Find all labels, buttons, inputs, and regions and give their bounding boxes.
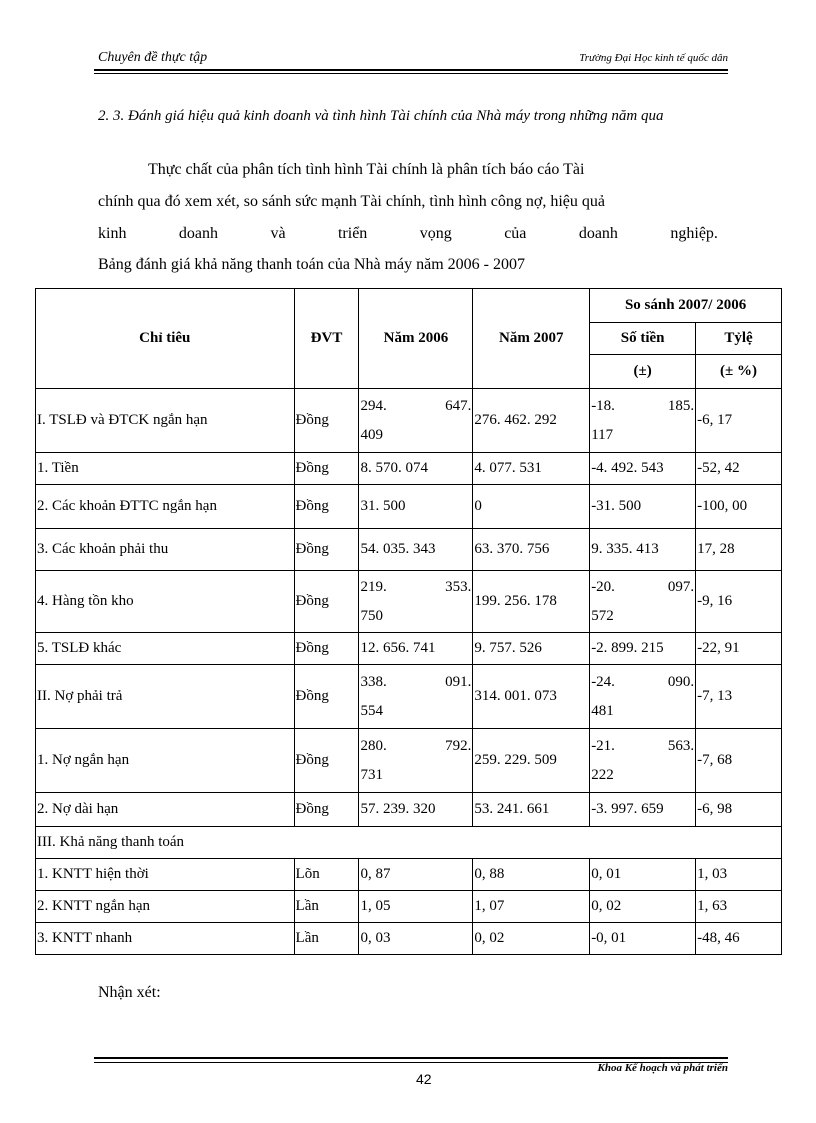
- cell-unit: Lõn: [294, 859, 359, 891]
- cell-ratio: -6, 17: [696, 389, 782, 453]
- number-part: 294.: [360, 397, 387, 414]
- cell-v2006: 0, 87: [359, 859, 473, 891]
- word: của: [504, 225, 527, 242]
- cell-unit: Đồng: [294, 529, 359, 571]
- cell-unit: Đồng: [294, 793, 359, 827]
- cell-label: 4. Hàng tồn kho: [36, 571, 295, 633]
- table-row: [36, 891, 782, 923]
- table-row: [36, 827, 782, 859]
- cell-v2006: [359, 389, 473, 453]
- table-row: [36, 529, 782, 571]
- cell-unit: Lần: [294, 923, 359, 955]
- number-part: 090.: [667, 673, 695, 690]
- word: và: [270, 225, 286, 242]
- table-row: [36, 389, 782, 453]
- cell-diff: 0, 02: [590, 891, 696, 923]
- cell-ratio: 1, 63: [696, 891, 782, 923]
- cell-v2007: 0: [473, 485, 590, 529]
- section-row-label: III. Khả năng thanh toán: [36, 827, 782, 859]
- header-2007: Năm 2007: [473, 289, 590, 389]
- cell-v2007: 1, 07: [473, 891, 590, 923]
- number-part: -24.: [591, 673, 615, 690]
- paragraph-line-2: chính qua đó xem xét, so sánh sức mạnh Tài chính, tình hình công nợ, hiệu quả: [98, 193, 605, 210]
- cell-diff: -31. 500: [590, 485, 696, 529]
- cell-v2007: 4. 077. 531: [473, 453, 590, 485]
- number-part: -21.: [591, 737, 615, 754]
- table-row: [36, 485, 782, 529]
- cell-unit: Đồng: [294, 389, 359, 453]
- cell-unit: Đồng: [294, 485, 359, 529]
- cell-v2006: [359, 571, 473, 633]
- word: vọng: [419, 225, 452, 242]
- word: kinh: [98, 225, 127, 242]
- cell-diff: [590, 571, 696, 633]
- number-part: 185.: [667, 397, 695, 414]
- cell-v2006: [359, 665, 473, 729]
- number-part: 097.: [667, 578, 695, 595]
- number-part: 572: [591, 607, 614, 624]
- header-ratio-unit: (± %): [696, 355, 782, 389]
- table-row: [36, 453, 782, 485]
- number-part: 563.: [667, 737, 695, 754]
- cell-diff: -0, 01: [590, 923, 696, 955]
- cell-label: I. TSLĐ và ĐTCK ngắn hạn: [36, 389, 295, 453]
- cell-label: II. Nợ phải trả: [36, 665, 295, 729]
- cell-v2006: 8. 570. 074: [359, 453, 473, 485]
- cell-v2007: 53. 241. 661: [473, 793, 590, 827]
- paragraph-line-3: [98, 218, 718, 250]
- cell-diff: [590, 389, 696, 453]
- cell-ratio: -48, 46: [696, 923, 782, 955]
- header-amount-unit: (±): [590, 355, 696, 389]
- number-part: 731: [360, 766, 383, 783]
- cell-v2007: 63. 370. 756: [473, 529, 590, 571]
- number-part: 338.: [360, 673, 387, 690]
- cell-ratio: -100, 00: [696, 485, 782, 529]
- header-rule: [94, 69, 728, 71]
- number-part: 481: [591, 702, 614, 719]
- word: doanh: [578, 225, 618, 242]
- cell-unit: Lần: [294, 891, 359, 923]
- number-part: 219.: [360, 578, 387, 595]
- cell-label: 2. Các khoản ĐTTC ngắn hạn: [36, 485, 295, 529]
- page-number: 42: [416, 1071, 432, 1087]
- header-rule-thin: [94, 73, 728, 74]
- footer-rule: [94, 1057, 728, 1059]
- remark-label: Nhận xét:: [98, 984, 161, 1001]
- table-row: [36, 571, 782, 633]
- cell-diff: 0, 01: [590, 859, 696, 891]
- number-part: 222: [591, 766, 614, 783]
- cell-diff: -2. 899. 215: [590, 633, 696, 665]
- number-part: 353.: [445, 578, 472, 595]
- word: nghiệp.: [670, 225, 718, 242]
- table-row: [36, 633, 782, 665]
- header-right: Trường Đại Học kinh tế quốc dân: [579, 52, 728, 64]
- paragraph-line-1: Thực chất của phân tích tình hình Tài chính là phân tích báo cáo Tài: [148, 161, 585, 178]
- cell-label: 2. KNTT ngắn hạn: [36, 891, 295, 923]
- header-ratio: Tỷlệ: [696, 323, 782, 355]
- cell-v2006: 1, 05: [359, 891, 473, 923]
- cell-v2006: 12. 656. 741: [359, 633, 473, 665]
- cell-ratio: -9, 16: [696, 571, 782, 633]
- cell-v2006: 54. 035. 343: [359, 529, 473, 571]
- number-part: 792.: [445, 737, 472, 754]
- section-title: 2. 3. Đánh giá hiệu quả kinh doanh và tình hình Tài chính của Nhà máy trong những năm qua: [98, 108, 664, 124]
- word: doanh: [178, 225, 218, 242]
- number-part: 091.: [445, 673, 472, 690]
- header-unit: ĐVT: [294, 289, 359, 389]
- header-amount: Số tiền: [590, 323, 696, 355]
- cell-label: 3. Các khoản phải thu: [36, 529, 295, 571]
- cell-label: 3. KNTT nhanh: [36, 923, 295, 955]
- number-part: 554: [360, 702, 383, 719]
- cell-unit: Đồng: [294, 665, 359, 729]
- table-row: [36, 923, 782, 955]
- number-part: -20.: [591, 578, 615, 595]
- table-row: [36, 665, 782, 729]
- cell-ratio: 1, 03: [696, 859, 782, 891]
- cell-unit: Đồng: [294, 571, 359, 633]
- header-compare: So sánh 2007/ 2006: [590, 289, 782, 323]
- header-2006: Năm 2006: [359, 289, 473, 389]
- cell-v2007: 259. 229. 509: [473, 729, 590, 793]
- cell-ratio: -7, 13: [696, 665, 782, 729]
- word: triển: [337, 225, 368, 242]
- cell-v2006: 0, 03: [359, 923, 473, 955]
- number-part: 280.: [360, 737, 387, 754]
- cell-label: 1. Tiền: [36, 453, 295, 485]
- cell-diff: 9. 335. 413: [590, 529, 696, 571]
- number-part: 647.: [445, 397, 472, 414]
- number-part: 750: [360, 607, 383, 624]
- cell-ratio: -22, 91: [696, 633, 782, 665]
- cell-label: 1. Nợ ngắn hạn: [36, 729, 295, 793]
- cell-v2007: 314. 001. 073: [473, 665, 590, 729]
- header-left: Chuyên đề thực tập: [98, 50, 208, 65]
- cell-label: 2. Nợ dài hạn: [36, 793, 295, 827]
- cell-ratio: -52, 42: [696, 453, 782, 485]
- liquidity-table: [35, 288, 782, 955]
- cell-ratio: -7, 68: [696, 729, 782, 793]
- cell-diff: [590, 729, 696, 793]
- cell-label: 1. KNTT hiện thời: [36, 859, 295, 891]
- table-row: [36, 859, 782, 891]
- cell-unit: Đồng: [294, 453, 359, 485]
- number-part: 117: [591, 426, 614, 443]
- cell-v2007: 199. 256. 178: [473, 571, 590, 633]
- header-criteria: Chỉ tiêu: [36, 289, 295, 389]
- intro-paragraph: [98, 154, 718, 250]
- table-caption: Bảng đánh giá khả năng thanh toán của Nhà máy năm 2006 - 2007: [98, 256, 525, 273]
- cell-v2006: 31. 500: [359, 485, 473, 529]
- cell-v2007: 9. 757. 526: [473, 633, 590, 665]
- cell-diff: [590, 665, 696, 729]
- number-part: 409: [360, 426, 383, 443]
- table-row: [36, 793, 782, 827]
- cell-v2007: 276. 462. 292: [473, 389, 590, 453]
- cell-v2007: 0, 02: [473, 923, 590, 955]
- cell-unit: Đồng: [294, 633, 359, 665]
- cell-unit: Đồng: [294, 729, 359, 793]
- cell-label: 5. TSLĐ khác: [36, 633, 295, 665]
- cell-v2006: 57. 239. 320: [359, 793, 473, 827]
- cell-diff: -4. 492. 543: [590, 453, 696, 485]
- cell-ratio: -6, 98: [696, 793, 782, 827]
- footer-right: Khoa Kế hoạch và phát triển: [597, 1062, 728, 1074]
- cell-v2006: [359, 729, 473, 793]
- table-row: [36, 729, 782, 793]
- cell-ratio: 17, 28: [696, 529, 782, 571]
- number-part: -18.: [591, 397, 615, 414]
- cell-diff: -3. 997. 659: [590, 793, 696, 827]
- cell-v2007: 0, 88: [473, 859, 590, 891]
